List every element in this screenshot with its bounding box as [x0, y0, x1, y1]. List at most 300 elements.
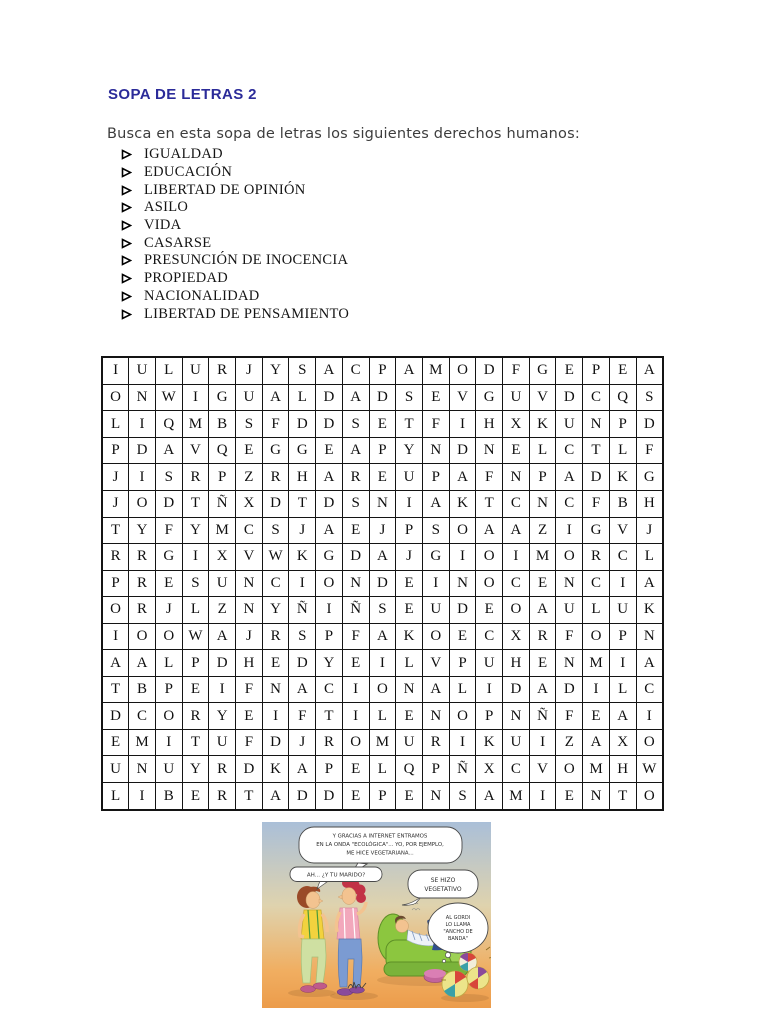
grid-cell: D: [316, 384, 343, 411]
grid-cell: D: [316, 490, 343, 517]
grid-row: [102, 703, 663, 730]
word-label: NACIONALIDAD: [144, 287, 260, 304]
grid-cell: N: [262, 676, 289, 703]
bubble-1-line-3: ME HICE VEGETARIANA...: [346, 850, 414, 857]
grid-cell: C: [556, 437, 583, 464]
grid-cell: I: [342, 703, 369, 730]
grid-row: [102, 357, 663, 384]
grid-cell: A: [396, 357, 423, 384]
bubble-4-line-4: BANDA": [447, 936, 469, 942]
grid-cell: B: [129, 676, 156, 703]
grid-cell: Ñ: [289, 597, 316, 624]
grid-cell: U: [209, 570, 236, 597]
grid-row: [102, 783, 663, 811]
grid-cell: F: [583, 490, 610, 517]
grid-cell: A: [636, 570, 663, 597]
grid-cell: A: [503, 517, 530, 544]
grid-cell: S: [342, 490, 369, 517]
grid-cell: K: [396, 623, 423, 650]
grid-cell: C: [476, 623, 503, 650]
word-label: PROPIEDAD: [144, 270, 229, 287]
grid-cell: Ñ: [449, 756, 476, 783]
grid-cell: R: [129, 570, 156, 597]
grid-cell: D: [316, 411, 343, 438]
grid-cell: I: [583, 676, 610, 703]
grid-cell: F: [342, 623, 369, 650]
grid-cell: S: [289, 357, 316, 384]
grid-cell: J: [155, 597, 182, 624]
grid-cell: P: [449, 650, 476, 677]
grid-cell: P: [529, 464, 556, 491]
grid-cell: C: [583, 570, 610, 597]
grid-cell: H: [503, 650, 530, 677]
grid-cell: P: [209, 464, 236, 491]
grid-cell: U: [476, 650, 503, 677]
grid-cell: T: [289, 490, 316, 517]
grid-cell: R: [129, 597, 156, 624]
grid-cell: H: [636, 490, 663, 517]
grid-cell: R: [209, 783, 236, 811]
grid-cell: P: [316, 756, 343, 783]
grid-cell: H: [476, 411, 503, 438]
bubble-3-line-1: SE HIZO: [430, 877, 456, 884]
grid-cell: Y: [209, 703, 236, 730]
grid-cell: Z: [529, 517, 556, 544]
grid-cell: X: [503, 411, 530, 438]
grid-cell: P: [422, 464, 449, 491]
grid-cell: M: [369, 729, 396, 756]
grid-cell: R: [209, 756, 236, 783]
word-list-item: [121, 288, 349, 306]
grid-cell: J: [102, 490, 129, 517]
grid-cell: L: [102, 783, 129, 811]
grid-cell: W: [182, 623, 209, 650]
grid-cell: V: [182, 437, 209, 464]
grid-cell: S: [262, 517, 289, 544]
grid-cell: M: [583, 650, 610, 677]
grid-cell: H: [609, 756, 636, 783]
grid-cell: D: [449, 437, 476, 464]
grid-cell: C: [236, 517, 263, 544]
grid-cell: I: [529, 783, 556, 811]
word-list-item: [121, 146, 349, 164]
grid-cell: D: [262, 729, 289, 756]
grid-cell: F: [476, 464, 503, 491]
grid-cell: F: [422, 411, 449, 438]
grid-cell: I: [182, 384, 209, 411]
grid-cell: Y: [316, 650, 343, 677]
grid-cell: S: [155, 464, 182, 491]
grid-cell: D: [102, 703, 129, 730]
grid-cell: O: [102, 384, 129, 411]
grid-row: [102, 411, 663, 438]
bubble-3-line-2: VEGETATIVO: [424, 886, 462, 893]
grid-cell: O: [316, 570, 343, 597]
grid-cell: A: [369, 544, 396, 571]
grid-cell: N: [503, 464, 530, 491]
grid-cell: A: [155, 437, 182, 464]
grid-cell: A: [262, 783, 289, 811]
grid-cell: A: [449, 464, 476, 491]
grid-cell: N: [396, 676, 423, 703]
grid-cell: K: [529, 411, 556, 438]
grid-cell: N: [422, 437, 449, 464]
grid-cell: S: [236, 411, 263, 438]
grid-cell: P: [609, 623, 636, 650]
grid-cell: J: [289, 729, 316, 756]
grid-cell: N: [369, 490, 396, 517]
grid-cell: R: [262, 623, 289, 650]
grid-cell: I: [129, 783, 156, 811]
grid-cell: G: [155, 544, 182, 571]
grid-cell: L: [102, 411, 129, 438]
grid-cell: D: [556, 384, 583, 411]
grid-cell: N: [476, 437, 503, 464]
grid-cell: A: [129, 650, 156, 677]
grid-cell: C: [583, 384, 610, 411]
grid-cell: A: [262, 384, 289, 411]
grid-cell: B: [155, 783, 182, 811]
grid-cell: O: [476, 544, 503, 571]
cartoon-illustration: [262, 822, 491, 1008]
word-list-item: [121, 252, 349, 270]
bubble-4-line-2: LO LLAMA: [445, 922, 471, 928]
grid-cell: L: [449, 676, 476, 703]
arrowhead-bullet-icon: [121, 291, 132, 302]
word-label: ASILO: [144, 199, 189, 216]
grid-cell: Q: [155, 411, 182, 438]
grid-cell: V: [609, 517, 636, 544]
grid-cell: F: [556, 703, 583, 730]
grid-cell: H: [236, 650, 263, 677]
grid-cell: C: [609, 544, 636, 571]
grid-row: [102, 464, 663, 491]
grid-cell: N: [422, 783, 449, 811]
grid-cell: G: [316, 544, 343, 571]
grid-cell: L: [369, 756, 396, 783]
grid-cell: A: [556, 464, 583, 491]
grid-cell: P: [369, 357, 396, 384]
grid-row: [102, 650, 663, 677]
grid-cell: Q: [609, 384, 636, 411]
grid-cell: I: [129, 464, 156, 491]
grid-cell: I: [449, 411, 476, 438]
grid-cell: K: [476, 729, 503, 756]
grid-row: [102, 570, 663, 597]
grid-cell: Q: [396, 756, 423, 783]
grid-cell: C: [503, 756, 530, 783]
grid-cell: S: [289, 623, 316, 650]
grid-cell: D: [583, 464, 610, 491]
grid-cell: I: [476, 676, 503, 703]
grid-row: [102, 623, 663, 650]
grid-cell: E: [396, 783, 423, 811]
bubble-4-line-3: "ANCHO DE: [443, 929, 473, 935]
grid-cell: G: [289, 437, 316, 464]
grid-cell: V: [236, 544, 263, 571]
grid-cell: T: [236, 783, 263, 811]
grid-cell: Y: [129, 517, 156, 544]
grid-cell: C: [556, 490, 583, 517]
grid-cell: E: [476, 597, 503, 624]
grid-cell: U: [155, 756, 182, 783]
grid-cell: U: [609, 597, 636, 624]
grid-cell: G: [476, 384, 503, 411]
grid-cell: F: [262, 411, 289, 438]
grid-cell: K: [262, 756, 289, 783]
grid-cell: Ñ: [529, 703, 556, 730]
word-label: IGUALDAD: [144, 146, 223, 163]
grid-cell: D: [476, 357, 503, 384]
grid-cell: L: [369, 703, 396, 730]
grid-cell: W: [636, 756, 663, 783]
grid-cell: U: [556, 411, 583, 438]
grid-cell: F: [236, 729, 263, 756]
grid-cell: J: [236, 357, 263, 384]
grid-row: [102, 517, 663, 544]
grid-cell: I: [609, 570, 636, 597]
grid-cell: E: [609, 357, 636, 384]
grid-cell: D: [503, 676, 530, 703]
grid-cell: R: [102, 544, 129, 571]
grid-cell: A: [102, 650, 129, 677]
grid-cell: A: [289, 676, 316, 703]
grid-cell: G: [583, 517, 610, 544]
grid-cell: K: [449, 490, 476, 517]
grid-row: [102, 729, 663, 756]
grid-cell: O: [102, 597, 129, 624]
grid-cell: Z: [209, 597, 236, 624]
grid-cell: E: [262, 650, 289, 677]
grid-cell: E: [449, 623, 476, 650]
grid-cell: U: [396, 464, 423, 491]
grid-cell: R: [182, 703, 209, 730]
grid-cell: M: [129, 729, 156, 756]
grid-cell: F: [289, 703, 316, 730]
grid-cell: P: [396, 517, 423, 544]
page-title: SOPA DE LETRAS 2: [108, 86, 257, 103]
word-label: LIBERTAD DE OPINIÓN: [144, 181, 306, 198]
grid-cell: P: [422, 756, 449, 783]
grid-cell: I: [503, 544, 530, 571]
grid-cell: D: [289, 783, 316, 811]
grid-cell: E: [342, 517, 369, 544]
grid-cell: D: [262, 490, 289, 517]
grid-cell: R: [209, 357, 236, 384]
grid-cell: I: [609, 650, 636, 677]
bubble-2-text: AH... ¿Y TU MARIDO?: [306, 872, 366, 879]
word-label: VIDA: [144, 217, 182, 234]
grid-cell: S: [396, 384, 423, 411]
grid-cell: R: [129, 544, 156, 571]
grid-cell: N: [342, 570, 369, 597]
arrowhead-bullet-icon: [121, 202, 132, 213]
grid-cell: G: [262, 437, 289, 464]
grid-cell: D: [316, 783, 343, 811]
grid-cell: P: [102, 437, 129, 464]
grid-cell: A: [636, 357, 663, 384]
grid-cell: A: [609, 703, 636, 730]
grid-row: [102, 756, 663, 783]
grid-cell: E: [342, 756, 369, 783]
grid-cell: D: [449, 597, 476, 624]
grid-cell: L: [609, 676, 636, 703]
grid-cell: N: [583, 411, 610, 438]
grid-cell: O: [129, 623, 156, 650]
grid-cell: S: [342, 411, 369, 438]
grid-cell: I: [102, 357, 129, 384]
grid-cell: U: [422, 597, 449, 624]
grid-cell: E: [369, 464, 396, 491]
grid-cell: V: [529, 384, 556, 411]
grid-cell: O: [503, 597, 530, 624]
grid-cell: T: [102, 676, 129, 703]
bubble-1-line-2: EN LA ONDA "ECOLÓGICA"... YO, POR EJEMPLO,: [316, 842, 444, 848]
grid-cell: G: [529, 357, 556, 384]
grid-cell: O: [583, 623, 610, 650]
grid-cell: U: [129, 357, 156, 384]
grid-cell: C: [636, 676, 663, 703]
grid-cell: D: [129, 437, 156, 464]
grid-cell: P: [316, 623, 343, 650]
grid-cell: E: [102, 729, 129, 756]
grid-cell: L: [155, 357, 182, 384]
grid-cell: Y: [396, 437, 423, 464]
grid-cell: Y: [182, 756, 209, 783]
grid-cell: O: [636, 783, 663, 811]
grid-cell: X: [609, 729, 636, 756]
grid-cell: A: [316, 517, 343, 544]
grid-cell: K: [636, 597, 663, 624]
grid-cell: D: [342, 544, 369, 571]
bubble-1-line-1: Y GRACIAS A INTERNET ENTRAMOS: [332, 833, 428, 840]
grid-cell: O: [422, 623, 449, 650]
grid-cell: L: [583, 597, 610, 624]
grid-cell: T: [396, 411, 423, 438]
grid-cell: U: [182, 357, 209, 384]
grid-cell: Y: [262, 357, 289, 384]
grid-cell: I: [556, 517, 583, 544]
grid-cell: T: [102, 517, 129, 544]
grid-cell: T: [583, 437, 610, 464]
grid-cell: H: [289, 464, 316, 491]
grid-cell: A: [476, 783, 503, 811]
grid-cell: U: [236, 384, 263, 411]
grid-cell: S: [369, 597, 396, 624]
grid-cell: A: [209, 623, 236, 650]
grid-cell: N: [449, 570, 476, 597]
grid-cell: E: [556, 357, 583, 384]
grid-cell: B: [209, 411, 236, 438]
arrowhead-bullet-icon: [121, 255, 132, 266]
grid-cell: O: [155, 623, 182, 650]
grid-cell: E: [182, 676, 209, 703]
grid-cell: E: [155, 570, 182, 597]
grid-cell: I: [262, 703, 289, 730]
grid-cell: R: [316, 729, 343, 756]
word-list-item: [121, 234, 349, 252]
grid-row: [102, 490, 663, 517]
grid-cell: D: [155, 490, 182, 517]
grid-cell: R: [262, 464, 289, 491]
word-list: [121, 146, 349, 323]
grid-cell: R: [529, 623, 556, 650]
grid-cell: Y: [262, 597, 289, 624]
grid-cell: M: [583, 756, 610, 783]
grid-cell: E: [583, 703, 610, 730]
grid-cell: T: [609, 783, 636, 811]
letter-grid-body: [102, 357, 663, 810]
grid-cell: E: [396, 597, 423, 624]
grid-cell: P: [369, 783, 396, 811]
grid-cell: T: [316, 703, 343, 730]
grid-cell: Z: [236, 464, 263, 491]
grid-cell: E: [369, 411, 396, 438]
grid-cell: X: [503, 623, 530, 650]
grid-cell: L: [289, 384, 316, 411]
grid-cell: N: [583, 783, 610, 811]
grid-cell: T: [476, 490, 503, 517]
grid-cell: S: [449, 783, 476, 811]
grid-cell: W: [155, 384, 182, 411]
grid-cell: L: [529, 437, 556, 464]
grid-cell: R: [583, 544, 610, 571]
grid-cell: O: [556, 756, 583, 783]
word-label: PRESUNCIÓN DE INOCENCIA: [144, 252, 349, 269]
arrowhead-bullet-icon: [121, 273, 132, 284]
word-list-item: [121, 217, 349, 235]
grid-cell: J: [396, 544, 423, 571]
grid-cell: N: [422, 703, 449, 730]
grid-cell: D: [636, 411, 663, 438]
grid-cell: A: [529, 597, 556, 624]
grid-cell: L: [396, 650, 423, 677]
grid-cell: O: [129, 490, 156, 517]
grid-cell: E: [529, 570, 556, 597]
grid-cell: D: [369, 570, 396, 597]
grid-cell: O: [449, 517, 476, 544]
grid-row: [102, 676, 663, 703]
grid-cell: I: [449, 544, 476, 571]
grid-cell: V: [449, 384, 476, 411]
grid-cell: K: [289, 544, 316, 571]
grid-cell: C: [342, 357, 369, 384]
word-label: LIBERTAD DE PENSAMIENTO: [144, 305, 350, 322]
grid-cell: Ñ: [209, 490, 236, 517]
grid-cell: N: [529, 490, 556, 517]
grid-cell: U: [556, 597, 583, 624]
grid-row: [102, 597, 663, 624]
grid-cell: P: [155, 676, 182, 703]
grid-cell: Ñ: [342, 597, 369, 624]
grid-cell: T: [182, 490, 209, 517]
grid-cell: P: [182, 650, 209, 677]
grid-cell: G: [209, 384, 236, 411]
grid-cell: N: [236, 570, 263, 597]
grid-cell: F: [556, 623, 583, 650]
grid-cell: K: [609, 464, 636, 491]
grid-cell: G: [422, 544, 449, 571]
grid-cell: L: [182, 597, 209, 624]
grid-cell: B: [609, 490, 636, 517]
cartoon-image: [262, 822, 491, 1008]
grid-cell: J: [102, 464, 129, 491]
arrowhead-bullet-icon: [121, 185, 132, 196]
grid-cell: A: [476, 517, 503, 544]
grid-cell: E: [396, 570, 423, 597]
grid-cell: D: [369, 384, 396, 411]
word-list-item: [121, 181, 349, 199]
